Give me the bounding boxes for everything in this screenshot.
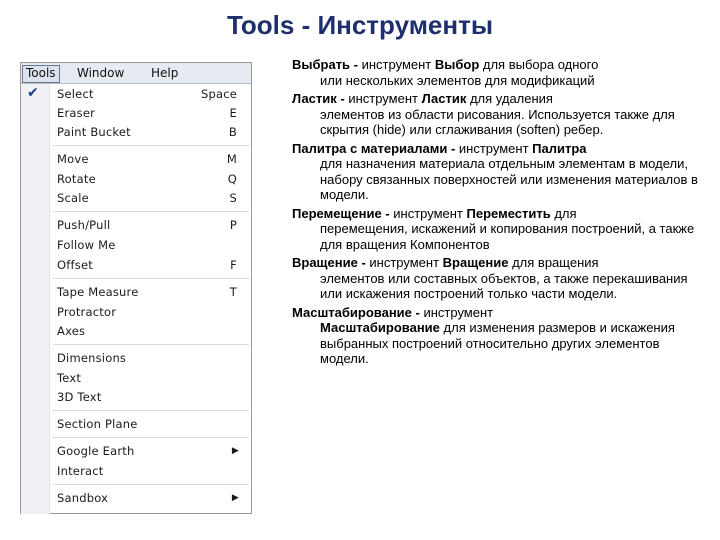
menu-item-label: 3D Text [57,390,102,404]
menu-separator [53,344,249,345]
menu-item-label: Rotate [57,172,96,186]
menu-item-offset[interactable] [57,256,243,274]
submenu-arrow-icon: ▶ [231,446,239,456]
menu-separator [53,145,249,146]
menu-separator [53,437,249,438]
menu-item-label: Interact [57,464,104,478]
menu-item-move[interactable] [57,150,243,168]
menu-item-section-plane[interactable] [57,415,243,433]
menu-item-label: Follow Me [57,238,116,252]
desc-rotate: Вращение - инструмент Вращение для вращения элементов или составных объектов, а также перекашивания или искажения построений только части модели. [292,255,688,301]
menu-tools[interactable]: Tools [22,65,60,83]
menu-item-label: Paint Bucket [57,125,131,139]
menu-separator [53,410,249,411]
tool-descriptions [292,57,710,370]
menu-item-label: Protractor [57,305,117,319]
checkmark-icon: ✔ [27,85,39,101]
shortcut-label: S [229,191,237,205]
menu-item-dimensions[interactable] [57,349,243,367]
menu-item-select[interactable] [57,85,243,103]
menu-icon-gutter [21,84,50,514]
menu-item-protractor[interactable] [57,303,243,321]
shortcut-label: M [226,152,237,166]
menu-item-label: Move [57,152,89,166]
menu-item-rotate[interactable] [57,170,243,188]
menu-item-follow-me[interactable] [57,236,243,254]
shortcut-label: Space [200,87,237,101]
menu-item-paint-bucket[interactable] [57,123,243,141]
desc-select: Выбрать - инструмент Выбор для выбора одного или нескольких элементов для модификаций [292,57,599,88]
shortcut-label: P [229,218,237,232]
menu-item-label: Scale [57,191,89,205]
menu-separator [53,211,249,212]
menu-separator [53,278,249,279]
tools-menu-screenshot [20,62,252,514]
menu-item-label: Select [57,87,94,101]
menu-item-label: Google Earth [57,444,135,458]
desc-paint-bucket: Палитра с материалами - инструмент Палитра для назначения материала отдельным элементам в модели, набору связанных поверхностей или изменения материалов в модели. [292,140,698,202]
menu-item-push-pull[interactable] [57,216,243,234]
desc-eraser: Ластик - инструмент Ластик для удаления элементов из области рисования. Используется также для скрытия (hide) или сглаживания (soften) ребер. [292,91,675,137]
shortcut-label: Q [227,172,237,186]
submenu-arrow-icon: ▶ [231,493,239,503]
menu-item-axes[interactable] [57,322,243,340]
menu-item-tape-measure[interactable] [57,283,243,301]
menu-item-label: Section Plane [57,417,138,431]
menu-item-label: Sandbox [57,491,109,505]
menu-separator [53,484,249,485]
menu-item-3d-text[interactable] [57,388,243,406]
menu-item-eraser[interactable] [57,104,243,122]
menu-item-interact[interactable] [57,462,243,480]
menu-item-scale[interactable] [57,189,243,207]
desc-scale: Масштабирование - инструмент Масштабирование для изменения размеров и искажения выбранных построений относительно других элементов модели. [292,304,675,366]
menu-bar [21,63,251,84]
shortcut-label: E [229,106,237,120]
menu-item-label: Dimensions [57,351,127,365]
menu-item-label: Axes [57,324,86,338]
shortcut-label: T [229,285,237,299]
shortcut-label: F [230,258,237,272]
page-title: Tools - Инструменты [226,10,494,40]
menu-item-label: Text [57,371,82,385]
menu-item-label: Push/Pull [57,218,111,232]
desc-move: Перемещение - инструмент Переместить для перемещения, искажений и копирования построений, а также для вращения Компонентов [292,205,695,252]
menu-item-text[interactable] [57,369,243,387]
menu-item-label: Eraser [57,106,96,120]
menu-window[interactable]: Window [77,66,125,80]
menu-item-label: Offset [57,258,93,272]
menu-item-google-earth[interactable] [57,442,243,460]
shortcut-label: B [228,125,237,139]
menu-help[interactable]: Help [151,66,179,80]
menu-item-sandbox[interactable] [57,489,243,507]
menu-item-label: Tape Measure [57,285,139,299]
